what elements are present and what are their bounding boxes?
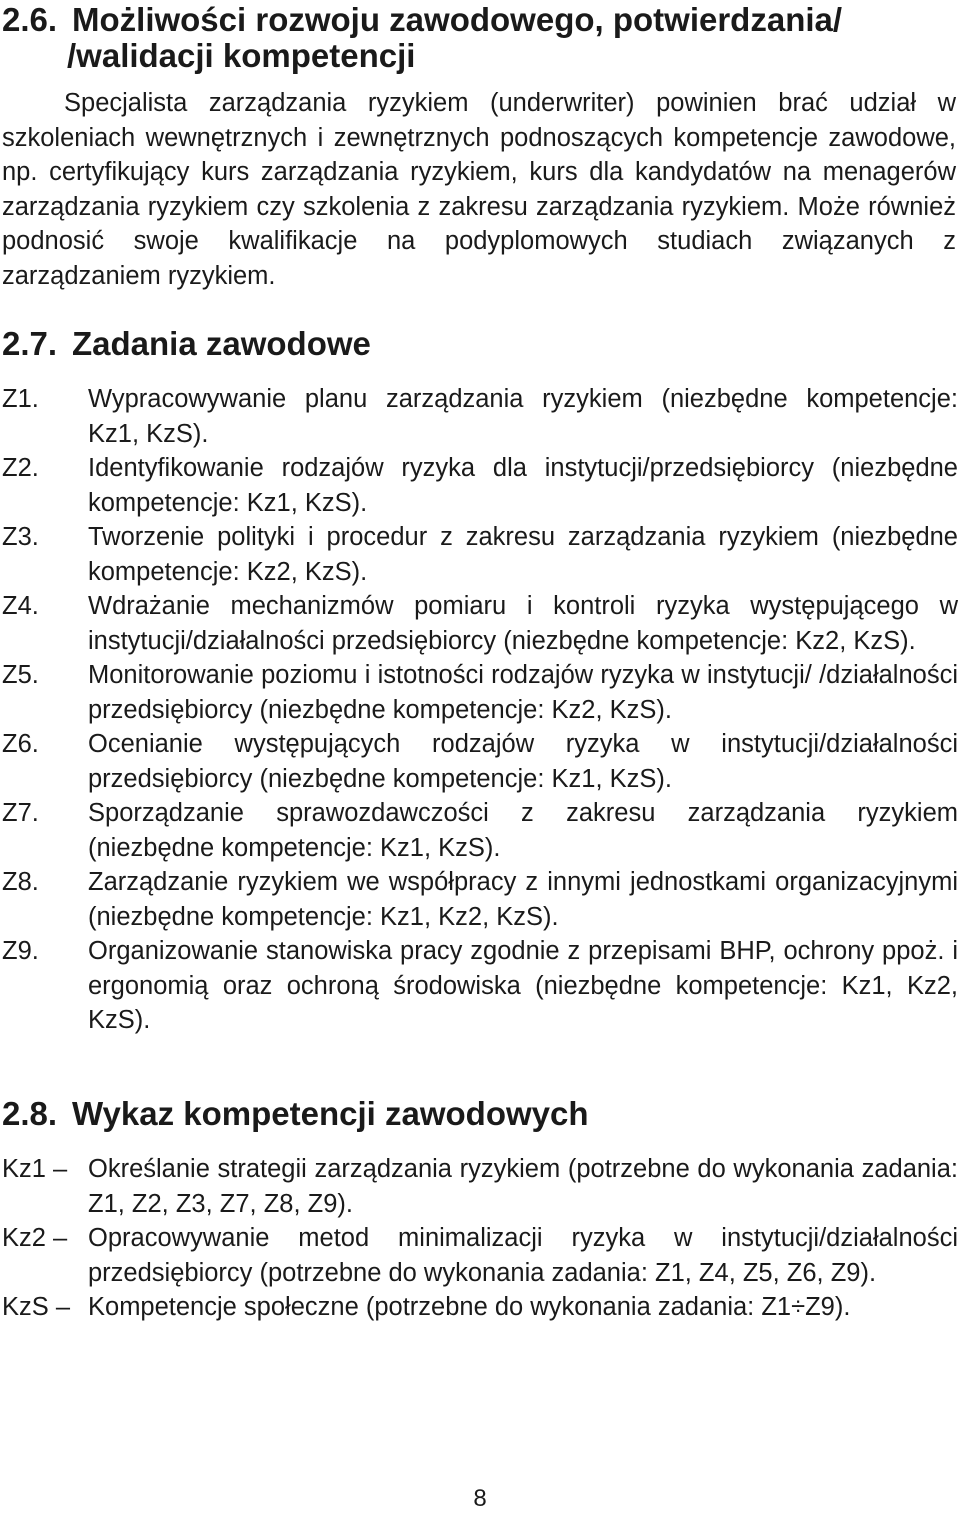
task-text: Wypracowywanie planu zarządzania ryzykiem (niezbędne kompetencje: Kz1, KzS). bbox=[88, 385, 958, 448]
task-id: Z3. bbox=[2, 523, 39, 551]
competency-text: Określanie strategii zarządzania ryzykiem (potrzebne do wykonania zadania: Z1, Z2, Z3, Z7, Z8, Z9). bbox=[88, 1155, 958, 1218]
section-paragraph-2-6 bbox=[2, 86, 956, 293]
task-item bbox=[2, 451, 958, 520]
section-title: Wykaz kompetencji zawodowych bbox=[72, 1095, 589, 1132]
task-id: Z4. bbox=[2, 592, 39, 620]
task-id: Z7. bbox=[2, 799, 39, 827]
competency-item bbox=[2, 1290, 958, 1325]
task-id: Z6. bbox=[2, 730, 39, 758]
competency-item bbox=[2, 1221, 958, 1290]
paragraph-text: Specjalista zarządzania ryzykiem (underwriter) powinien brać udział w szkoleniach wewnętrznych i zewnętrznych podnoszących kompetencje zawodowe, np. certyfikujący kurs zarządzania ryzykiem, kurs dla kandydatów na menagerów zarządzania ryzykiem czy szkolenia z zakresu zarządzania ryzykiem. Może również podnosić swoje kwalifikacje na podyplomowych studiach związanych z zarządzaniem ryzykiem. bbox=[2, 89, 956, 290]
task-text: Ocenianie występujących rodzajów ryzyka w instytucji/działalności przedsiębiorcy (niezbędne kompetencje: Kz1, KzS). bbox=[88, 730, 958, 793]
section-heading-2-6 bbox=[2, 2, 952, 74]
competency-list bbox=[2, 1152, 958, 1325]
task-item bbox=[2, 382, 958, 451]
task-item bbox=[2, 796, 958, 865]
task-list bbox=[2, 382, 958, 1038]
task-id: Z8. bbox=[2, 868, 39, 896]
task-text: Identyfikowanie rodzajów ryzyka dla instytucji/przedsiębiorcy (niezbędne kompetencje: Kz1, KzS). bbox=[88, 454, 958, 517]
task-text: Wdrażanie mechanizmów pomiaru i kontroli ryzyka występującego w instytucji/działalności przedsiębiorcy (niezbędne kompetencje: Kz2, KzS). bbox=[88, 592, 958, 655]
task-id: Z9. bbox=[2, 937, 39, 965]
task-text: Zarządzanie ryzykiem we współpracy z innymi jednostkami organizacyjnymi (niezbędne kompetencje: Kz1, Kz2, KzS). bbox=[88, 868, 958, 931]
competency-item bbox=[2, 1152, 958, 1221]
task-id: Z2. bbox=[2, 454, 39, 482]
task-item bbox=[2, 520, 958, 589]
competency-id: KzS – bbox=[2, 1293, 71, 1321]
competency-text: Kompetencje społeczne (potrzebne do wykonania zadania: Z1÷Z9). bbox=[88, 1293, 851, 1321]
section-title-line2: /walidacji kompetencji bbox=[67, 37, 416, 74]
section-number: 2.8. bbox=[2, 1095, 58, 1132]
task-id: Z5. bbox=[2, 661, 39, 689]
task-text: Monitorowanie poziomu i istotności rodzajów ryzyka w instytucji/ /działalności przedsiębiorcy (niezbędne kompetencje: Kz2, KzS). bbox=[88, 661, 958, 724]
section-title: Zadania zawodowe bbox=[72, 325, 371, 362]
section-title-line1: Możliwości rozwoju zawodowego, potwierdzania/ bbox=[72, 1, 843, 38]
task-text: Sporządzanie sprawozdawczości z zakresu zarządzania ryzykiem (niezbędne kompetencje: Kz1, KzS). bbox=[88, 799, 958, 862]
competency-id: Kz1 – bbox=[2, 1155, 68, 1183]
competency-text: Opracowywanie metod minimalizacji ryzyka w instytucji/działalności przedsiębiorcy (potrzebne do wykonania zadania: Z1, Z4, Z5, Z6, Z9). bbox=[88, 1224, 958, 1287]
section-number: 2.7. bbox=[2, 325, 58, 362]
task-item bbox=[2, 658, 958, 727]
page-number: 8 bbox=[473, 1485, 487, 1512]
task-item bbox=[2, 934, 958, 1038]
task-item bbox=[2, 589, 958, 658]
section-heading-2-8 bbox=[2, 1096, 952, 1132]
task-text: Tworzenie polityki i procedur z zakresu zarządzania ryzykiem (niezbędne kompetencje: Kz2, KzS). bbox=[88, 523, 958, 586]
task-id: Z1. bbox=[2, 385, 39, 413]
section-heading-2-7 bbox=[2, 326, 952, 362]
section-number: 2.6. bbox=[2, 1, 58, 38]
task-item bbox=[2, 727, 958, 796]
competency-id: Kz2 – bbox=[2, 1224, 68, 1252]
task-item bbox=[2, 865, 958, 934]
task-text: Organizowanie stanowiska pracy zgodnie z przepisami BHP, ochrony ppoż. i ergonomią oraz ochroną środowiska (niezbędne kompetencje: Kz1, Kz2, KzS). bbox=[88, 937, 958, 1034]
